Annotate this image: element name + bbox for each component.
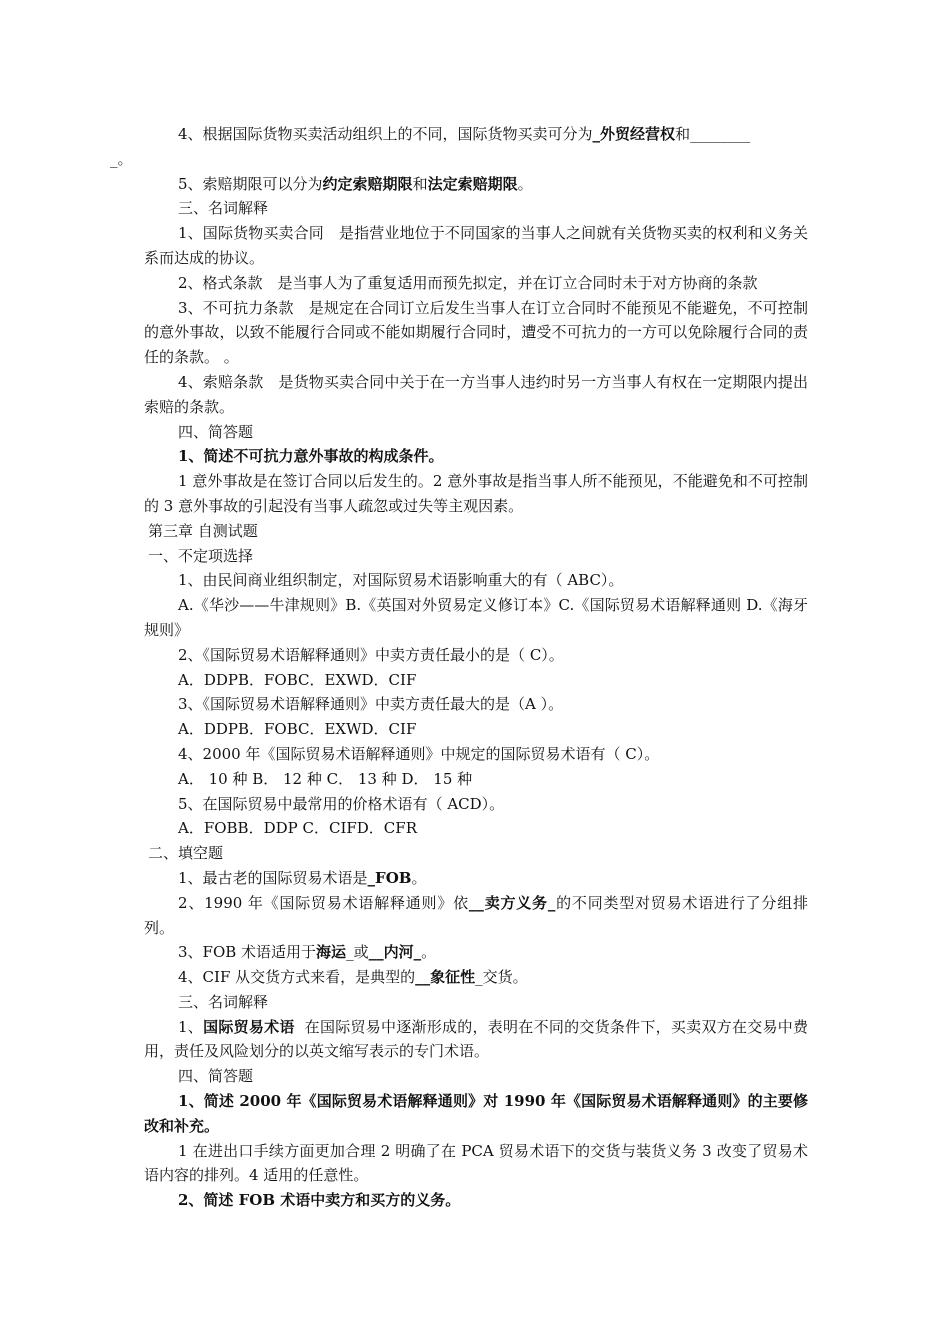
- answer-text: __内河_: [368, 943, 422, 962]
- answer-text: 法定索赔期限: [427, 174, 518, 193]
- text: 4、CIF 从交货方式来看，是典型的: [178, 968, 416, 987]
- text: 2、1990 年《国际贸易术语解释通则》依: [178, 893, 469, 912]
- chapter-heading: 第三章 自测试题: [148, 521, 258, 540]
- text: 和: [412, 174, 428, 193]
- section-heading: 二、填空题: [148, 844, 224, 863]
- options-text: A.《华沙——牛津规则》B.《英国对外贸易定义修订本》C.《国际贸易术语解释通则 D.《海牙规则》: [144, 596, 808, 639]
- question-heading: 1、简述不可抗力意外事故的构成条件。: [178, 447, 444, 466]
- section-heading: 四、简答题: [178, 422, 254, 441]
- text: 。: [517, 174, 533, 193]
- text: 的不同类型对贸易术语进行了分组排列。: [144, 893, 808, 937]
- question-heading: 1、简述 2000 年《国际贸易术语解释通则》对 1990 年《国际贸易术语解释通则》的主要修改和补充。: [144, 1092, 808, 1135]
- fill-question: [144, 940, 808, 965]
- answer-text: __卖方义务_: [468, 893, 556, 912]
- options-text: A．DDPB．FOBC．EXWD．CIF: [178, 670, 417, 689]
- section-heading: 三、名词解释: [178, 992, 269, 1011]
- text: 5、索赔期限可以分为: [178, 174, 323, 193]
- definition-paragraph: [144, 1015, 808, 1065]
- text: _。: [110, 149, 133, 168]
- question-heading: 2、简述 FOB 术语中卖方和买方的义务。: [178, 1191, 461, 1210]
- answer-paragraph: 1 意外事故是在签订合同以后发生的。2 意外事故是指当事人所不能预见，不能避免和不可控制的 3 意外事故的引起没有当事人疏忽或过失等主观因素。: [144, 472, 808, 515]
- text: _或: [346, 943, 369, 962]
- answer-text: 海运: [316, 943, 347, 962]
- fill-question: [144, 891, 808, 941]
- question-text: 5、在国际贸易中最常用的价格术语有（ ACD）。: [178, 794, 505, 813]
- paragraph-fill-4: [110, 122, 808, 172]
- definition-paragraph: 3、不可抗力条款 是规定在合同订立后发生当事人在订立合同时不能预见不能避免，不可控制的意外事故，以致不能履行合同或不能如期履行合同时，遭受不可抗力的一方可以免除履行合同的责任的条款。 。: [144, 298, 808, 367]
- paragraph-fill-5: [144, 172, 808, 197]
- answer-paragraph: 1 在进出口手续方面更加合理 2 明确了在 PCA 贸易术语下的交货与装货义务 3 改变了贸易术语内容的排列。4 适用的任意性。: [144, 1141, 808, 1185]
- text: 3、FOB 术语适用于: [178, 943, 317, 962]
- options-text: A．DDPB．FOBC．EXWD．CIF: [178, 720, 417, 739]
- definition-paragraph: 4、索赔条款 是货物买卖合同中关于在一方当事人违约时另一方当事人有权在一定期限内提出索赔的条款。: [144, 372, 808, 416]
- answer-text: __象征性: [415, 968, 476, 987]
- answer-text: _FOB: [367, 868, 412, 887]
- fill-question: [144, 866, 808, 891]
- text: 。: [421, 943, 437, 962]
- question-text: 2、《国际贸易术语解释通则》中卖方责任最小的是（ C）。: [178, 645, 564, 664]
- question-text: 4、2000 年《国际贸易术语解释通则》中规定的国际贸易术语有（ C）。: [178, 744, 660, 763]
- options-text: A． 10 种 B． 12 种 C． 13 种 D． 15 种: [178, 769, 473, 788]
- definition-paragraph: 1、国际货物买卖合同 是指营业地位于不同国家的当事人之间就有关货物买卖的权利和义务关系而达成的协议。: [144, 224, 808, 267]
- text: _交货。: [475, 968, 528, 987]
- answer-text: 约定索赔期限: [322, 174, 413, 193]
- definition-paragraph: 2、格式条款 是当事人为了重复适用而预先拟定，并在订立合同时未于对方协商的条款: [178, 273, 758, 292]
- text: 1、: [178, 1017, 204, 1036]
- options-text: A．FOBB．DDP C．CIFD．CFR: [178, 819, 417, 838]
- answer-text: _外贸经营权: [592, 125, 676, 143]
- question-text: 3、《国际贸易术语解释通则》中卖方责任最大的是（A ）。: [178, 695, 564, 714]
- term-text: 国际贸易术语: [203, 1017, 295, 1036]
- fill-question: [144, 965, 808, 990]
- document-body: [110, 122, 808, 1213]
- section-heading: 三、名词解释: [178, 199, 269, 218]
- text: 在国际贸易中逐渐形成的，表明在不同的交货条件下，买卖双方在交易中费用，责任及风险划分的以英文缩写表示的专门术语。: [144, 1017, 808, 1061]
- text: 1、最古老的国际贸易术语是: [178, 868, 368, 887]
- text: 和________: [675, 125, 751, 143]
- text: 4、根据国际货物买卖活动组织上的不同，国际货物买卖可分为: [178, 125, 593, 143]
- section-heading: 一、不定项选择: [148, 546, 254, 565]
- text: 。: [411, 868, 427, 887]
- question-text: 1、由民间商业组织制定，对国际贸易术语影响重大的有（ ABC）。: [178, 571, 624, 590]
- section-heading: 四、简答题: [178, 1067, 254, 1086]
